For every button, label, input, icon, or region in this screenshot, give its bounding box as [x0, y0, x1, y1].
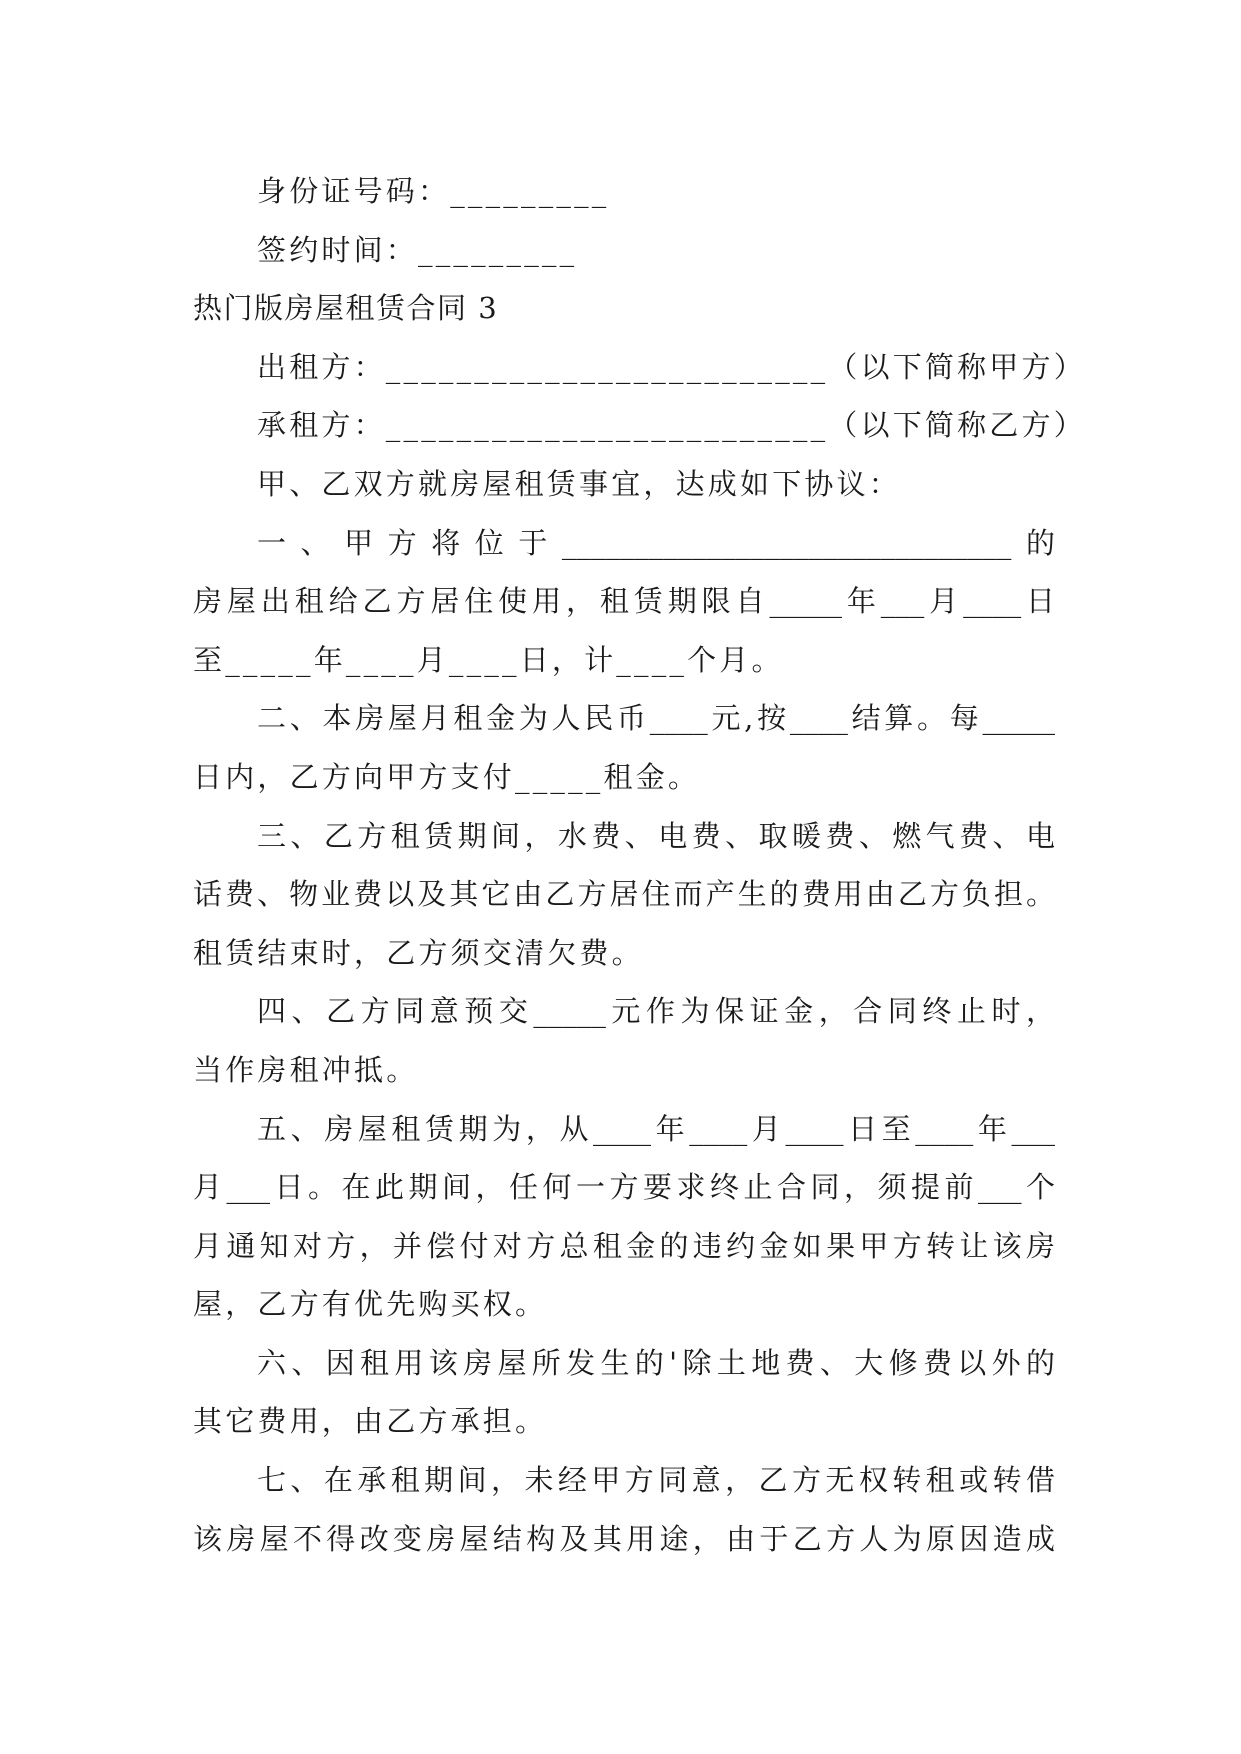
- agreement-intro: 甲、乙双方就房屋租赁事宜，达成如下协议：: [257, 466, 902, 501]
- clause-5-line-4: 屋，乙方有优先购买权。: [193, 1287, 548, 1322]
- clause-3-line-1: 三、乙方租赁期间，水费、电费、取暖费、燃气费、电: [257, 818, 1055, 853]
- clause-5-line-3: 月通知对方，并偿付对方总租金的违约金如果甲方转让该房: [193, 1228, 1055, 1263]
- lessor-line: 出租方：_________________________（以下简称甲方）: [257, 349, 1086, 384]
- clause-5-line-1: 五、房屋租赁期为，从____年____月____日至____年___: [257, 1111, 1055, 1146]
- clause-4-line-2: 当作房租冲抵。: [193, 1052, 419, 1087]
- clause-7-line-2: 该房屋不得改变房屋结构及其用途，由于乙方人为原因造成: [193, 1521, 1055, 1556]
- clause-4-line-1: 四、乙方同意预交_____元作为保证金，合同终止时，: [257, 994, 1055, 1029]
- clause-3-line-3: 租赁结束时，乙方须交清欠费。: [193, 935, 644, 970]
- clause-1-line-1: 一、甲方将位于_______________________________的: [257, 525, 1055, 560]
- contract-title: 热门版房屋租赁合同 3: [193, 291, 499, 326]
- clause-2-line-2: 日内，乙方向甲方支付_____租金。: [193, 759, 701, 794]
- clause-5-line-2: 月___日。在此期间，任何一方要求终止合同，须提前___个: [193, 1170, 1055, 1205]
- clause-6-line-2: 其它费用，由乙方承担。: [193, 1404, 548, 1439]
- clause-2-line-1: 二、本房屋月租金为人民币____元,按____结算。每_____: [257, 701, 1055, 736]
- clause-3-line-2: 话费、物业费以及其它由乙方居住而产生的费用由乙方负担。: [193, 877, 1055, 912]
- clause-6-line-1: 六、因租用该房屋所发生的'除土地费、大修费以外的: [257, 1345, 1055, 1380]
- clause-1-line-3: 至_____年____月____日，计____个月。: [193, 642, 784, 677]
- document-body: [193, 162, 1086, 1568]
- clause-7-line-1: 七、在承租期间，未经甲方同意，乙方无权转租或转借: [257, 1463, 1055, 1498]
- lessee-line: 承租方：_________________________（以下简称乙方）: [257, 408, 1086, 443]
- clause-1-line-2: 房屋出租给乙方居住使用，租赁期限自_____年___月____日: [193, 584, 1055, 619]
- signing-date-line: 签约时间：_________: [257, 232, 578, 267]
- id-number-line: 身份证号码：_________: [257, 174, 610, 208]
